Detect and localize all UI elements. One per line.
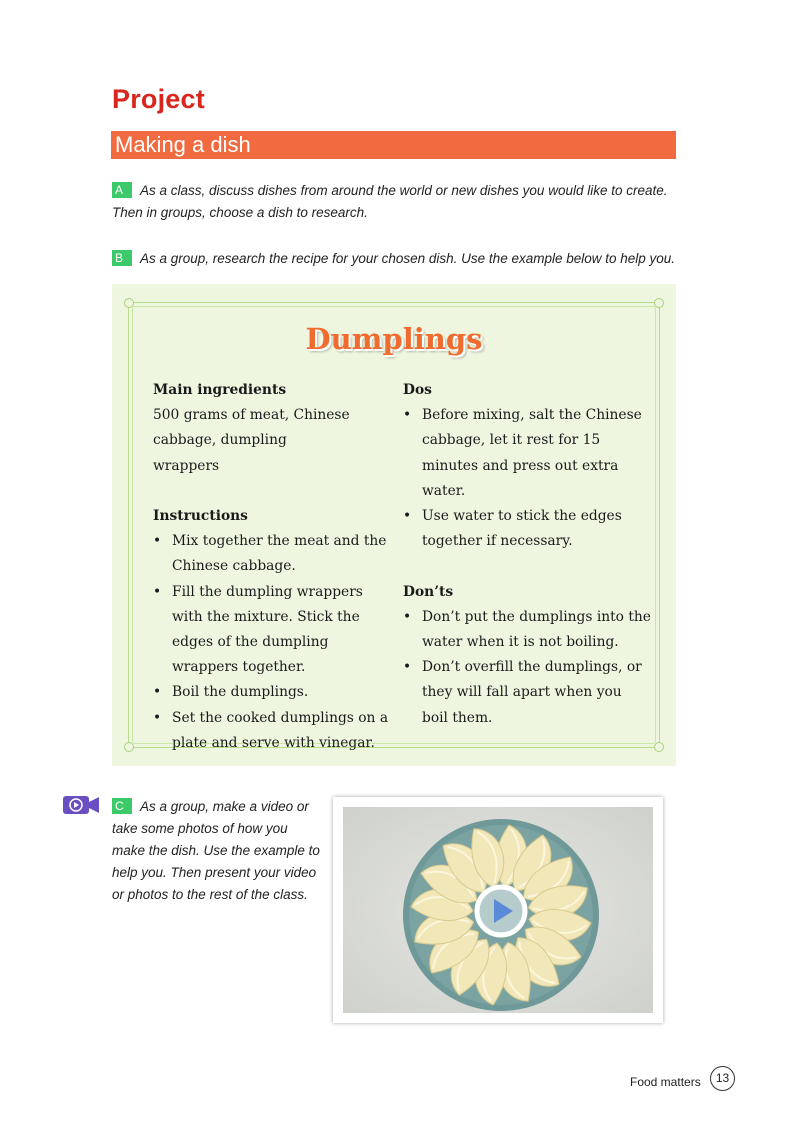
task-c-badge: C	[112, 798, 132, 814]
task-c-text: As a group, make a video or take some photos of how you make the dish. Use the example to help you. Then present your video or photos to the rest of the class.	[112, 799, 320, 902]
dos-item: • Use water to stick the edges together if necessary.	[403, 504, 622, 554]
ingredients-heading: Main ingredients	[153, 382, 287, 398]
instructions-list	[153, 529, 393, 756]
task-a-badge: A	[112, 182, 132, 198]
dumplings-photo	[343, 807, 653, 1013]
frame-corner-ornament	[124, 298, 134, 308]
recipe-left-column	[153, 378, 393, 756]
instructions-heading: Instructions	[153, 508, 248, 524]
donts-item: • Don’t put the dumplings into the water when it is not boiling.	[403, 605, 653, 655]
donts-heading: Don’ts	[403, 583, 454, 600]
dos-item: • Before mixing, salt the Chinese cabbage, let it rest for 15 minutes and press out extra water.	[403, 403, 642, 504]
recipe-card	[112, 284, 676, 766]
page-number: 13	[710, 1066, 735, 1091]
frame-corner-ornament	[654, 298, 664, 308]
footer-unit-title: Food matters	[630, 1075, 701, 1089]
instruction-item: • Boil the dumplings.	[153, 680, 393, 705]
task-a	[112, 180, 692, 224]
task-b-badge: B	[112, 250, 132, 266]
instruction-item: • Set the cooked dumplings on a plate and serve with vinegar.	[153, 706, 393, 756]
dos-heading: Dos	[403, 382, 432, 398]
instruction-item: • Fill the dumpling wrappers with the mixture. Stick the edges of the dumpling wrappers together.	[153, 580, 367, 681]
recipe-right-column	[403, 378, 653, 731]
task-b-text: As a group, research the recipe for your chosen dish. Use the example below to help you.	[140, 251, 676, 266]
frame-corner-ornament	[654, 742, 664, 752]
recipe-title: Dumplings	[305, 322, 483, 356]
donts-item: • Don’t overfill the dumplings, or they will fall apart when you boil them.	[403, 655, 647, 731]
dumplings-plate-image	[343, 807, 653, 1013]
frame-corner-ornament	[124, 742, 134, 752]
ingredients-text: 500 grams of meat, Chinese cabbage, dumpling wrappers	[153, 407, 350, 474]
video-camera-icon[interactable]	[62, 795, 100, 815]
instruction-item: • Mix together the meat and the Chinese cabbage.	[153, 529, 393, 579]
video-thumbnail[interactable]	[333, 797, 663, 1023]
task-a-text: As a class, discuss dishes from around the world or new dishes you would like to create. Then in groups, choose a dish to research.	[112, 183, 668, 220]
dos-list	[403, 403, 653, 554]
page-heading: Project	[112, 84, 205, 114]
task-c	[112, 796, 322, 906]
donts-list	[403, 605, 653, 731]
section-title-bar: Making a dish	[111, 131, 676, 159]
task-b	[112, 248, 712, 270]
